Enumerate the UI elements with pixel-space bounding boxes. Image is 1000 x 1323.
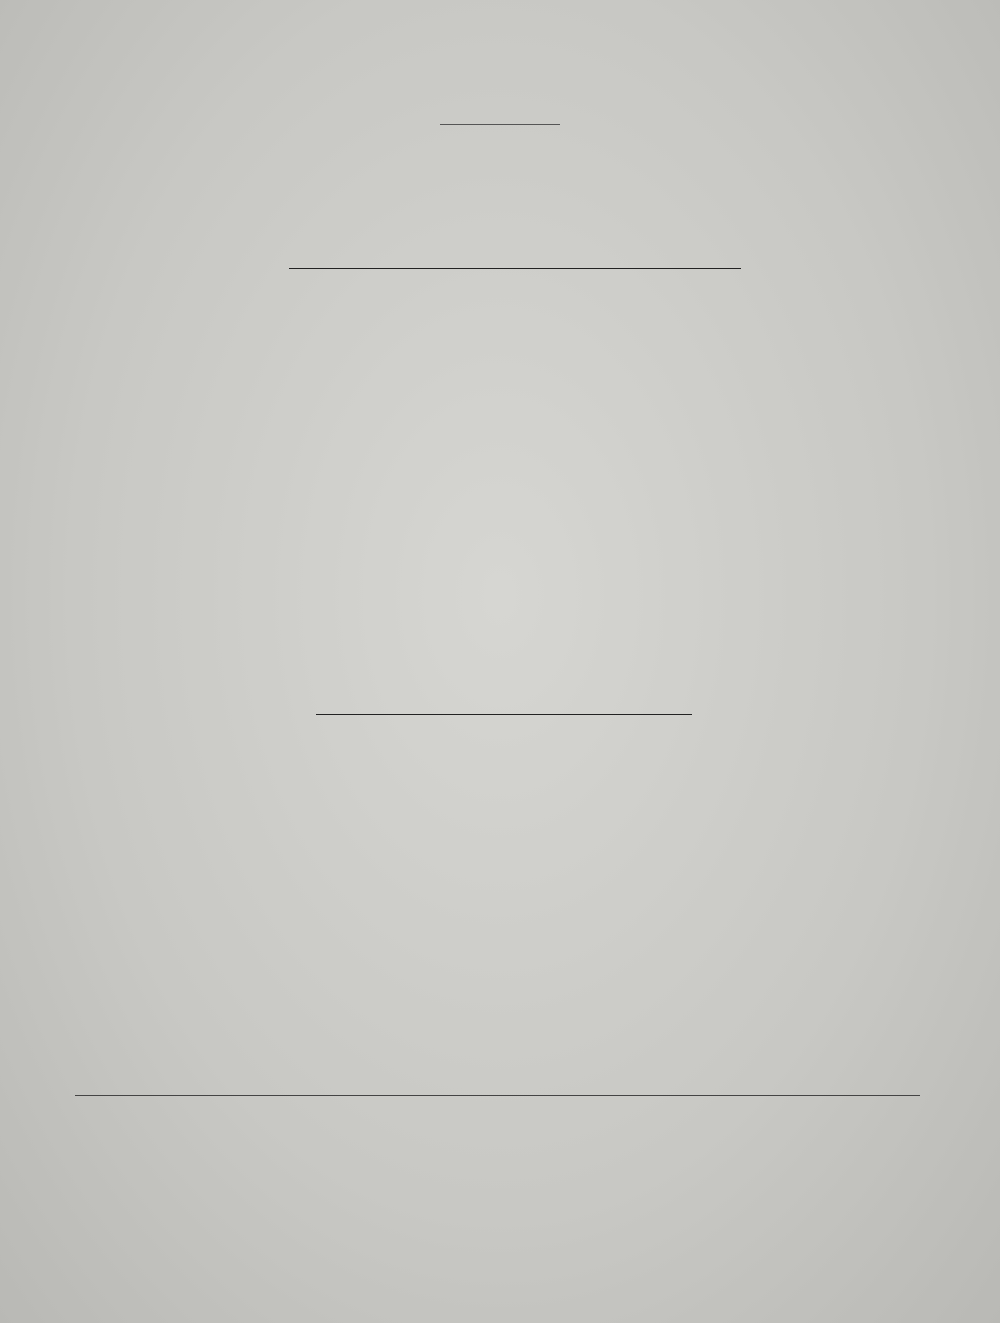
page-number-rule	[440, 124, 560, 125]
sum-label	[289, 269, 619, 299]
itinerary-table	[289, 268, 741, 298]
distance-list	[316, 652, 691, 710]
distance-cell	[591, 652, 691, 681]
route-cell	[316, 681, 591, 710]
route-cell	[316, 652, 591, 681]
table-row	[316, 681, 691, 710]
text-line	[75, 741, 920, 770]
day-count-table	[75, 268, 920, 298]
footnote-rule	[75, 1095, 920, 1096]
distance-sum	[316, 714, 692, 715]
distance-table	[75, 652, 920, 715]
table-row	[316, 652, 691, 681]
paragraph-5	[75, 741, 920, 770]
table-sum-row	[289, 269, 741, 299]
sum-number	[619, 269, 681, 299]
distance-cell	[591, 681, 691, 710]
sum-unit	[681, 269, 741, 299]
